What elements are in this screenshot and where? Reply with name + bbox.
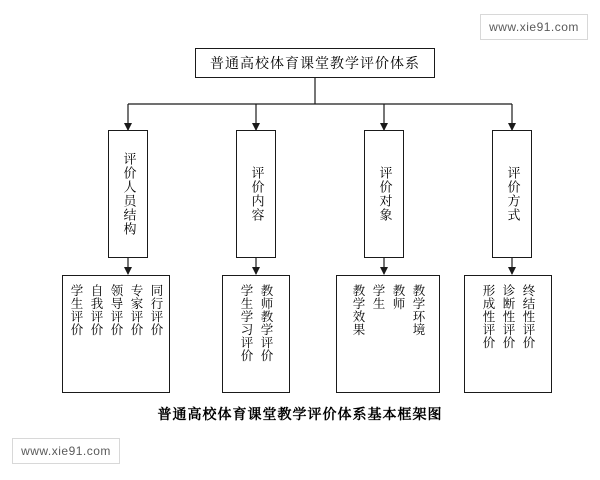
root-node bbox=[195, 48, 435, 78]
leaf-item: 学生 bbox=[371, 284, 385, 310]
branch-node-1 bbox=[108, 130, 148, 258]
branch-node-4 bbox=[492, 130, 532, 258]
leaf-item: 领导评价 bbox=[109, 284, 123, 336]
leaf-group-1 bbox=[62, 275, 170, 393]
branch-node-2-label: 评价内容 bbox=[249, 166, 265, 222]
branch-node-4-label: 评价方式 bbox=[505, 166, 521, 222]
leaf-item: 专家评价 bbox=[129, 284, 143, 336]
leaf-item: 学生学习评价 bbox=[239, 284, 253, 362]
leaf-item: 学生评价 bbox=[69, 284, 83, 336]
branch-node-3 bbox=[364, 130, 404, 258]
leaf-item: 教师 bbox=[391, 284, 405, 310]
leaf-item: 教学效果 bbox=[351, 284, 365, 336]
leaf-group-2 bbox=[222, 275, 290, 393]
leaf-item: 教学环境 bbox=[411, 284, 425, 336]
branch-node-1-label: 评价人员结构 bbox=[121, 152, 137, 236]
leaf-group-4 bbox=[464, 275, 552, 393]
leaf-item: 同行评价 bbox=[149, 284, 163, 336]
watermark-bottom: www.xie91.com bbox=[12, 438, 120, 464]
leaf-item: 诊断性评价 bbox=[501, 284, 515, 349]
figure-caption: 普通高校体育课堂教学评价体系基本框架图 bbox=[157, 406, 443, 422]
leaf-group-3 bbox=[336, 275, 440, 393]
leaf-item: 形成性评价 bbox=[481, 284, 495, 349]
leaf-item: 终结性评价 bbox=[521, 284, 535, 349]
watermark-top: www.xie91.com bbox=[480, 14, 588, 40]
leaf-item: 自我评价 bbox=[89, 284, 103, 336]
branch-node-3-label: 评价对象 bbox=[377, 166, 393, 222]
branch-node-2 bbox=[236, 130, 276, 258]
leaf-item: 教师教学评价 bbox=[259, 284, 273, 362]
root-node-label: 普通高校体育课堂教学评价体系 bbox=[210, 55, 420, 71]
